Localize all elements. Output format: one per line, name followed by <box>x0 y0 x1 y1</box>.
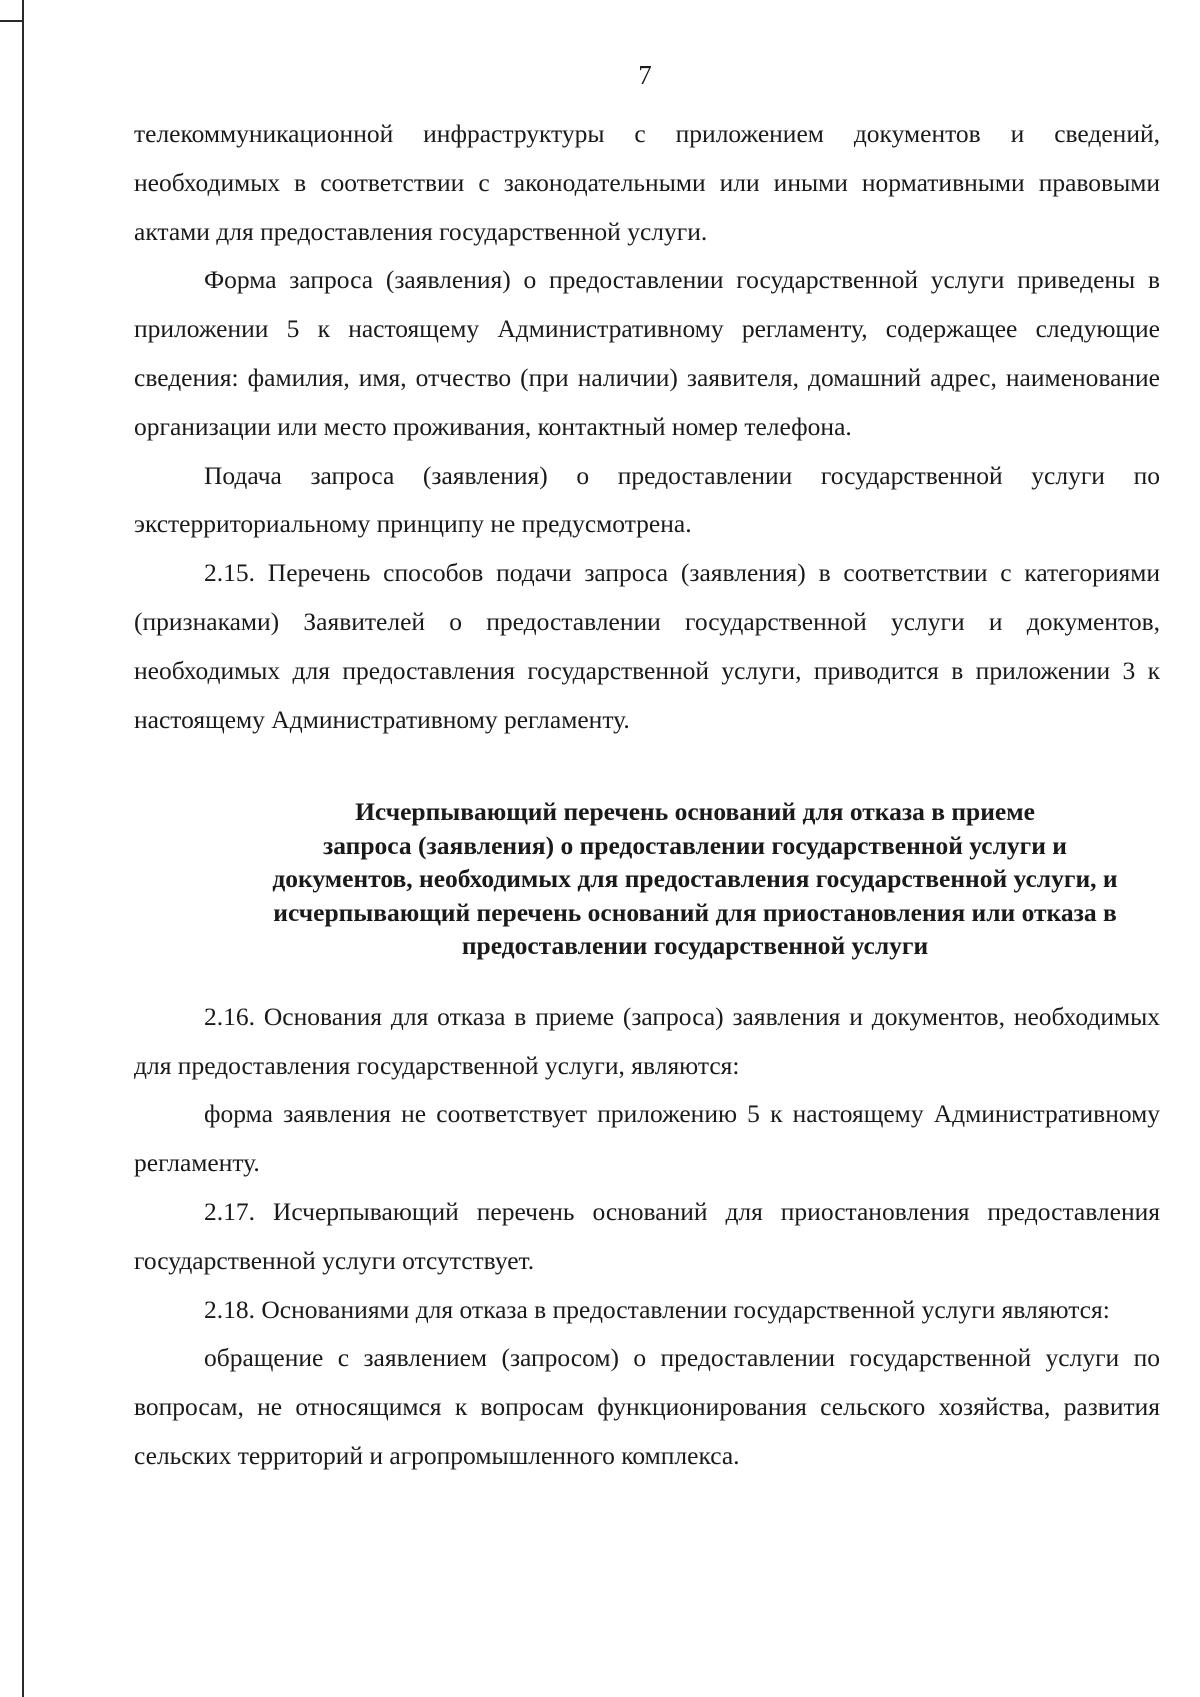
heading-line: документов, необходимых для предоставления государственной услуги, и <box>272 864 1118 894</box>
scan-edge-corner <box>0 0 24 22</box>
heading-line: Исчерпывающий перечень оснований для отказа в приеме <box>355 797 1035 827</box>
scan-edge-line <box>22 0 24 1697</box>
section-spacer <box>134 744 1160 764</box>
heading-line: исчерпывающий перечень оснований для приостановления или отказа в <box>273 897 1117 927</box>
paragraph-refusal-reason: обращение с заявлением (запросом) о предоставлении государственной услуги по вопросам, не относящимся к вопросам функционирования сельского хозяйства, развития сельских территорий и агропромышленного комплекса. <box>134 1343 1160 1471</box>
paragraph-extraterritorial: Подача запроса (заявления) о предоставлении государственной услуги по экстерриториальному принципу не предусмотрена. <box>134 460 1160 539</box>
section-heading <box>134 795 1160 963</box>
page-number: 7 <box>638 60 652 90</box>
paragraph-continuation: телекоммуникационной инфраструктуры с приложением документов и сведений, необходимых в соответствии с законодательными или иными нормативными правовыми актами для предоставления государственной услуги. <box>134 119 1160 246</box>
paragraph-request-form: Форма запроса (заявления) о предоставлении государственной услуги приведены в приложении 5 к настоящему Административному регламенту, содержащее следующие сведения: фамилия, имя, отчество (при наличии) заявителя, домашний адрес, наименование организации или место проживания, контактный номер телефона. <box>134 265 1160 441</box>
paragraph-2-17: 2.17. Исчерпывающий перечень оснований для приостановления предоставления государственной услуги отсутствует. <box>134 1197 1160 1275</box>
paragraph-2-18: 2.18. Основаниями для отказа в предоставлении государственной услуги являются: <box>204 1294 1110 1324</box>
paragraph-2-16: 2.16. Основания для отказа в приеме (запроса) заявления и документов, необходимых для предоставления государственной услуги, являются: <box>134 1001 1160 1080</box>
document-body <box>134 110 1160 1481</box>
paragraph-form-mismatch: форма заявления не соответствует приложению 5 к настоящему Административному регламенту. <box>134 1099 1160 1178</box>
heading-line: предоставлении государственной услуги <box>461 931 929 961</box>
heading-line: запроса (заявления) о предоставлении государственной услуги и <box>323 830 1067 860</box>
paragraph-2-15: 2.15. Перечень способов подачи запроса (заявления) в соответствии с категориями (признаками) Заявителей о предоставлении государственной услуги и документов, необходимых для предоставления государственной услуги, приводится в приложении 3 к настоящему Административному регламенту. <box>134 558 1160 734</box>
